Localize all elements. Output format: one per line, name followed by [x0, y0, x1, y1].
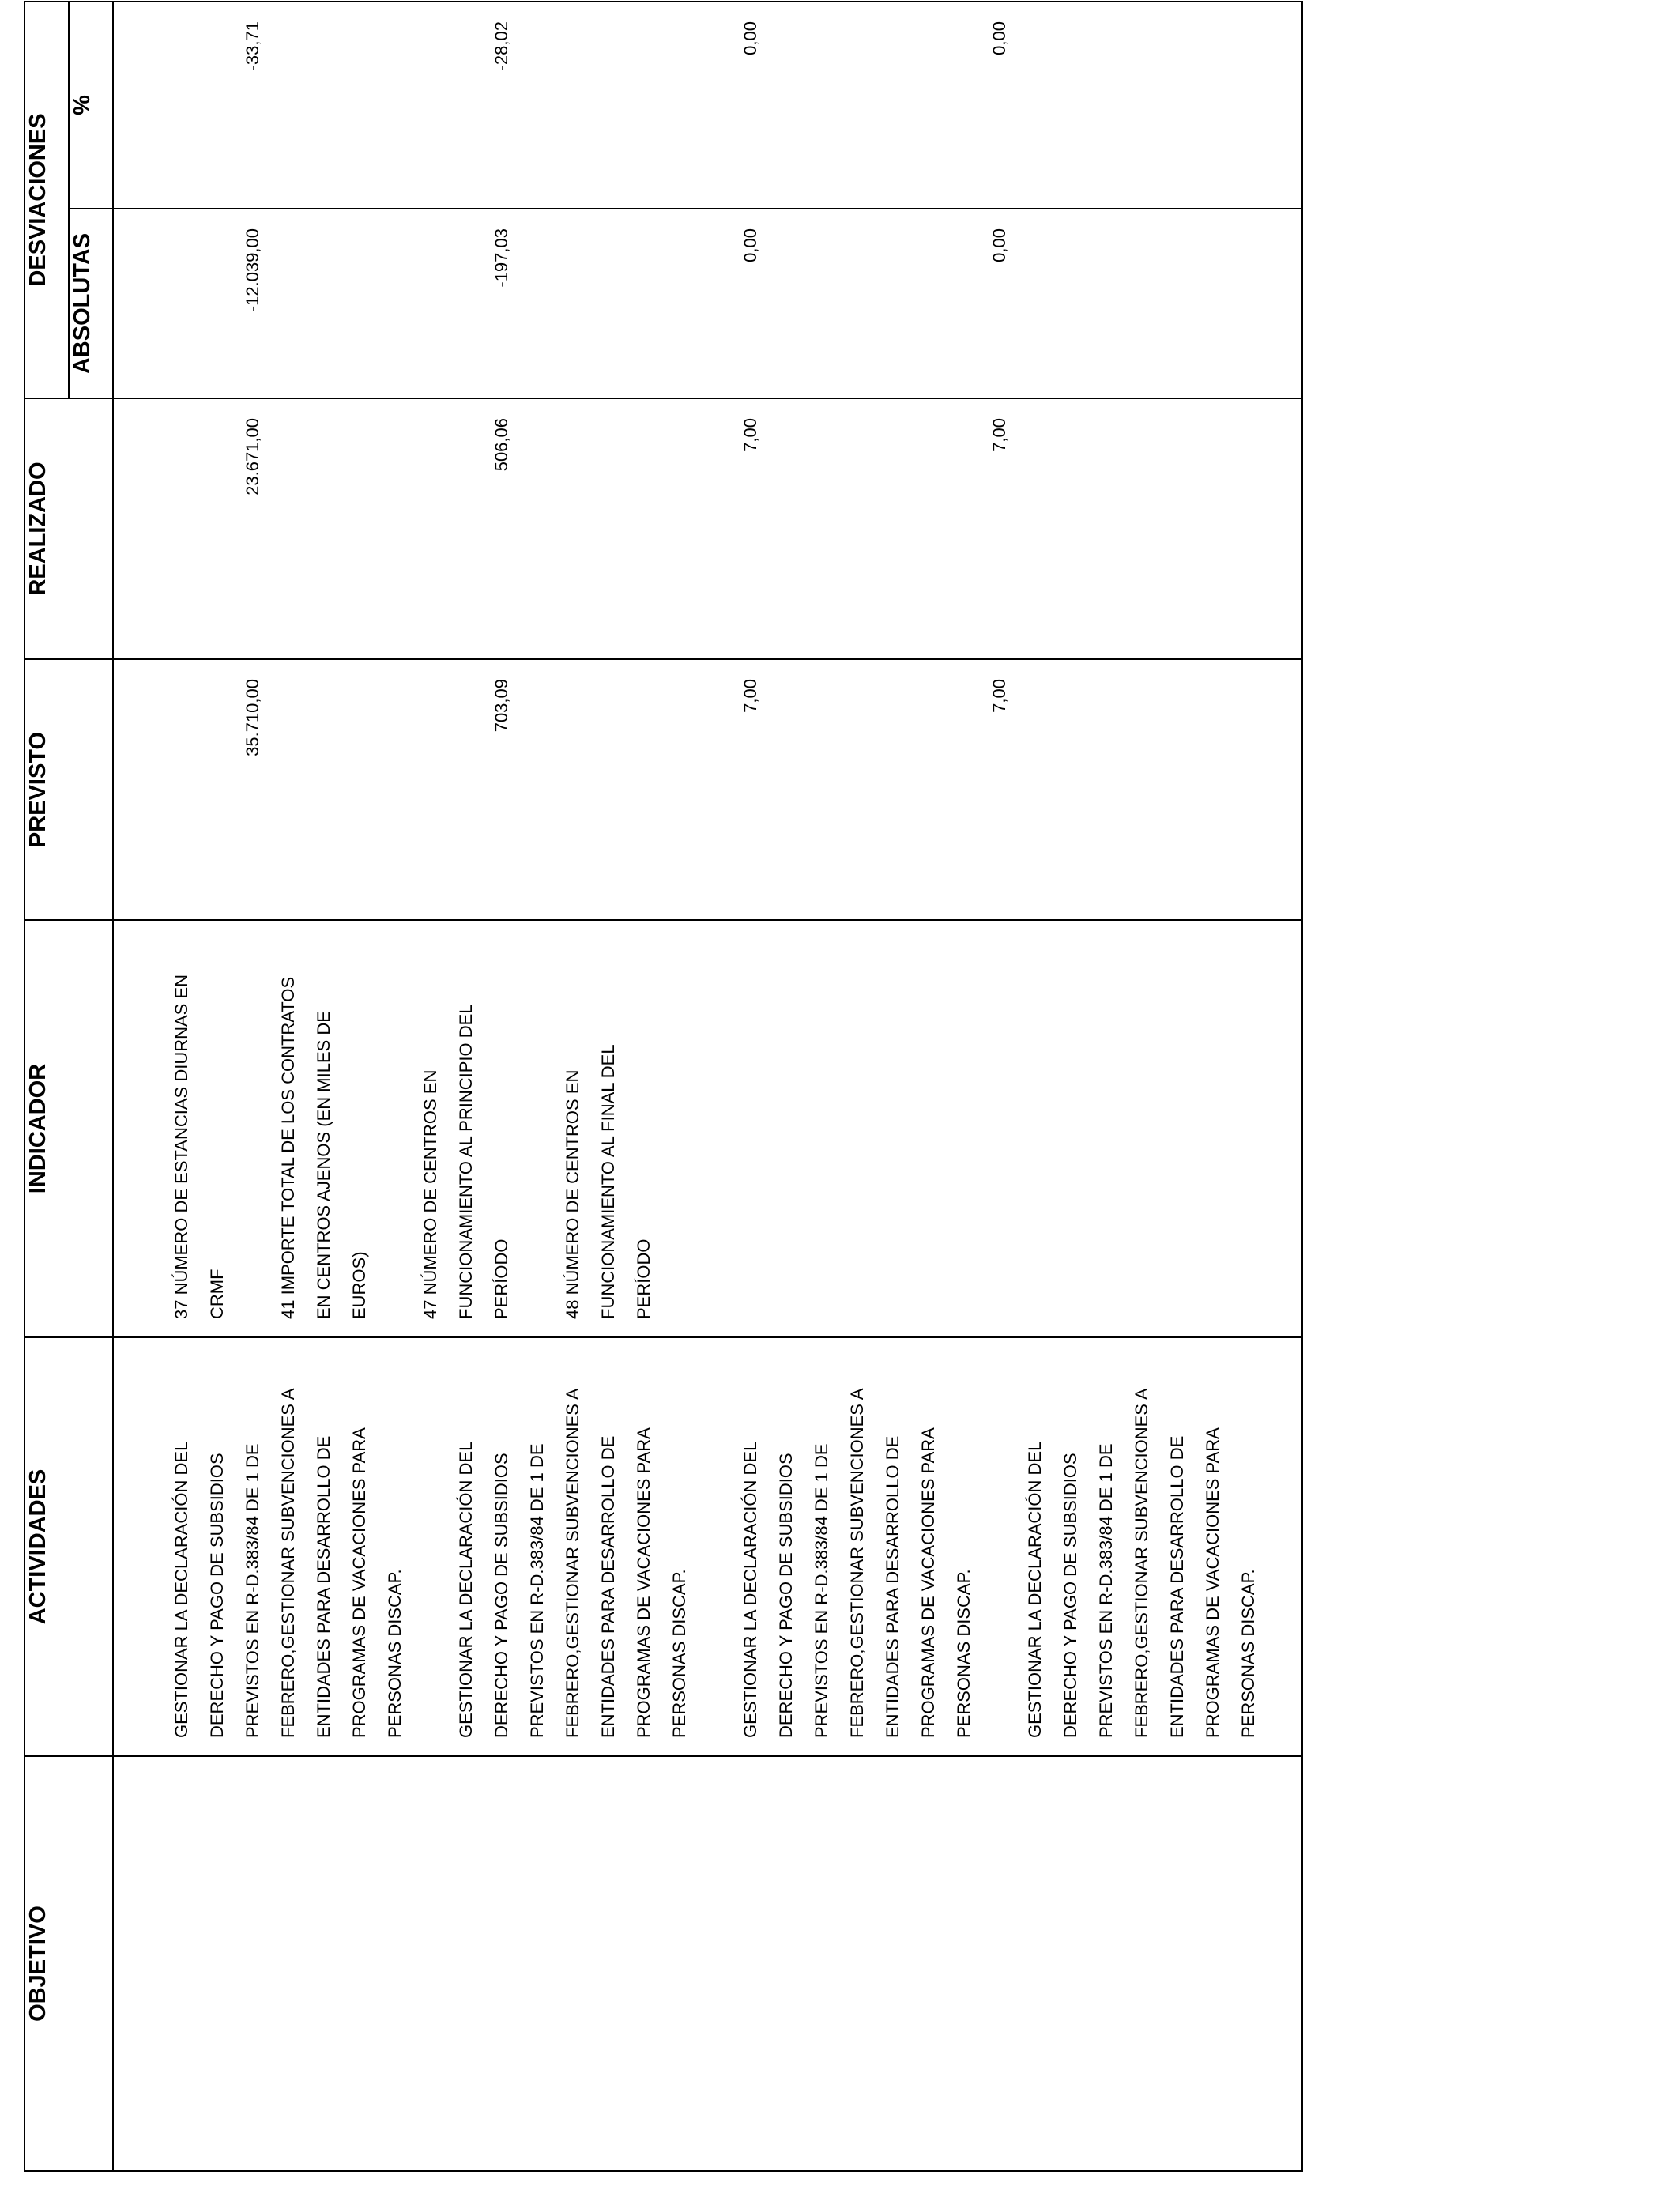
actividad-3: GESTIONAR LA DECLARACIÓN DEL DERECHO Y PAGO DE SUBSIDIOS PREVISTOS EN R-D.383/84 DE 1 DE FEBRERO,GESTIONAR SUBVENCIONES A ENTIDADES PARA DESARROLLO DE PROGRAMAS DE VACACIONES PARA PERSONAS DISCAP. [740, 1388, 974, 1738]
previsto-value: 7,00 [989, 679, 1009, 713]
realizado-value: 7,00 [989, 418, 1009, 452]
realizado-value: 23.671,00 [243, 418, 262, 496]
porcentaje-value: -33,71 [243, 21, 262, 71]
realizado-value: 7,00 [740, 418, 760, 452]
indicator-table [24, 1, 1303, 2172]
actividad-1: GESTIONAR LA DECLARACIÓN DEL DERECHO Y PAGO DE SUBSIDIOS PREVISTOS EN R-D.383/84 DE 1 DE FEBRERO,GESTIONAR SUBVENCIONES A ENTIDADES PARA DESARROLLO DE PROGRAMAS DE VACACIONES PARA PERSONAS DISCAP. [171, 1388, 405, 1738]
header-realizado: REALIZADO [24, 398, 113, 659]
absolutas-value: 0,00 [989, 228, 1009, 262]
porcentaje-list [235, 2, 1017, 208]
absolutas-value: -12.039,00 [243, 228, 262, 312]
absolutas-cell [113, 209, 1302, 398]
indicador-4: 48 NÚMERO DE CENTROS EN FUNCIONAMIENTO AL FINAL DEL PERÍODO [563, 1044, 654, 1319]
absolutas-value: -197,03 [492, 228, 511, 288]
porcentaje-value: -28,02 [492, 21, 511, 71]
actividades-cell [113, 1337, 1302, 1756]
header-previsto: PREVISTO [24, 659, 113, 920]
porcentaje-cell [113, 2, 1302, 209]
header-desviaciones: DESVIACIONES [24, 2, 69, 398]
indicador-3: 47 NÚMERO DE CENTROS EN FUNCIONAMIENTO AL PRINCIPIO DEL PERÍODO [420, 1004, 511, 1319]
previsto-value: 7,00 [740, 679, 760, 713]
header-actividades: ACTIVIDADES [24, 1337, 113, 1756]
objetivo-cell [113, 1756, 1302, 2171]
porcentaje-value: 0,00 [989, 21, 1009, 55]
realizado-value: 506,06 [492, 418, 511, 472]
actividades-list [114, 1338, 1301, 1755]
actividad-4: GESTIONAR LA DECLARACIÓN DEL DERECHO Y PAGO DE SUBSIDIOS PREVISTOS EN R-D.383/84 DE 1 DE FEBRERO,GESTIONAR SUBVENCIONES A ENTIDADES PARA DESARROLLO DE PROGRAMAS DE VACACIONES PARA PERSONAS DISCAP. [1025, 1388, 1258, 1738]
indicador-2: 41 IMPORTE TOTAL DE LOS CONTRATOS EN CENTROS AJENOS (EN MILES DE EUROS) [278, 976, 369, 1319]
porcentaje-value: 0,00 [740, 21, 760, 55]
absolutas-value: 0,00 [740, 228, 760, 262]
absolutas-list [235, 209, 1017, 398]
header-absolutas: ABSOLUTAS [69, 209, 113, 398]
actividad-2: GESTIONAR LA DECLARACIÓN DEL DERECHO Y PAGO DE SUBSIDIOS PREVISTOS EN R-D.383/84 DE 1 DE FEBRERO,GESTIONAR SUBVENCIONES A ENTIDADES PARA DESARROLLO DE PROGRAMAS DE VACACIONES PARA PERSONAS DISCAP. [456, 1388, 689, 1738]
indicador-list [114, 921, 697, 1336]
previsto-list [235, 660, 1017, 919]
previsto-value: 35.710,00 [243, 679, 262, 756]
indicador-1: 37 NÚMERO DE ESTANCIAS DIURNAS EN CRMF [171, 974, 227, 1319]
previsto-cell [113, 659, 1302, 920]
header-porcentaje: % [69, 2, 113, 209]
realizado-list [235, 399, 1017, 658]
realizado-cell [113, 398, 1302, 659]
header-objetivo: OBJETIVO [24, 1756, 113, 2171]
header-indicador: INDICADOR [24, 920, 113, 1337]
previsto-value: 703,09 [492, 679, 511, 733]
indicador-cell [113, 920, 1302, 1337]
